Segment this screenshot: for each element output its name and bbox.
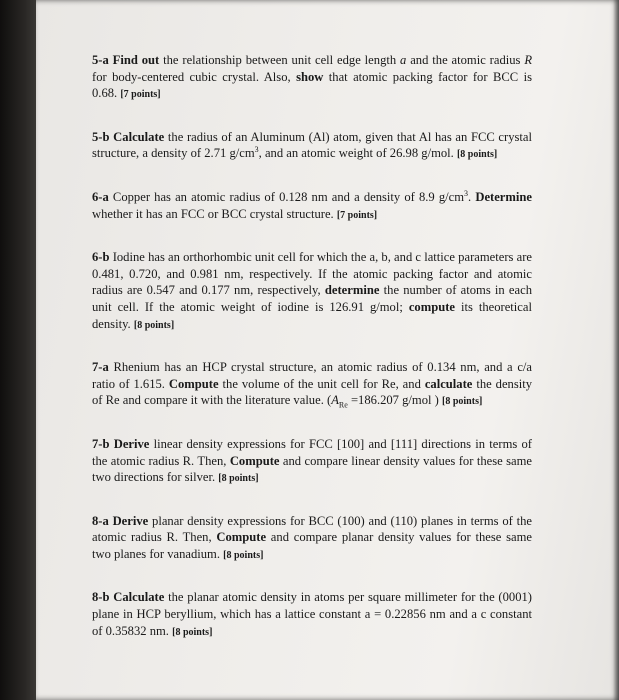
points-label: [8 points]	[133, 319, 175, 331]
keyword: Compute	[229, 453, 280, 468]
problem-6a	[92, 189, 532, 224]
problem-text: Rhenium has an HCP crystal structure, an atomic radius of 0.134 nm, and a c/a ratio of 1.615.	[92, 360, 532, 391]
problem-text: =186.207 g/mol )	[347, 393, 443, 408]
page-shadow-right	[613, 0, 619, 700]
keyword: Derive	[112, 513, 149, 528]
variable: A	[331, 393, 339, 408]
problem-8a	[92, 513, 532, 565]
problem-text: and compare planar density values for these same two planes for vanadium.	[92, 530, 532, 561]
problem-number: 7-a	[92, 360, 109, 375]
problem-number: 5-b	[92, 129, 110, 144]
problem-7a	[92, 359, 532, 411]
keyword: Derive	[113, 436, 150, 451]
points-label: [8 points]	[172, 626, 213, 638]
problem-text: .	[468, 189, 476, 204]
problem-text: the relationship between unit cell edge length	[159, 53, 401, 67]
keyword: Compute	[216, 530, 267, 545]
problem-text: , and an atomic weight of 26.98 g/mol.	[258, 146, 457, 161]
points-label: [8 points]	[218, 473, 259, 485]
problem-text: and compare linear density values for these same two directions for silver.	[92, 453, 532, 485]
problem-text: the planar atomic density in atoms per square millimeter for the (0001) plane in HCP beryllium, which has a lattice constant a = 0.22856 nm and a c constant of 0.35832 nm.	[92, 590, 533, 638]
keyword: calculate	[424, 376, 473, 391]
problem-text: its theoretical density.	[92, 299, 532, 331]
problem-text: the radius of an Aluminum (Al) atom, given that Al has an FCC crystal structure, a density of 2.71 g/cm	[92, 129, 532, 161]
keyword: Calculate	[113, 129, 165, 144]
problem-list	[92, 52, 532, 663]
problem-text: for body-centered cubic crystal. Also,	[92, 69, 297, 84]
problem-text: Copper has an atomic radius of 0.128 nm and a density of 8.9 g/cm	[108, 189, 465, 204]
keyword: compute	[408, 299, 455, 314]
problem-7b	[92, 436, 532, 488]
keyword: Find out	[112, 53, 160, 67]
variable: R	[524, 53, 533, 67]
problem-text: planar density expressions for BCC (100) and (110) planes in terms of the atomic radius R. Then,	[92, 513, 532, 545]
problem-5b	[92, 129, 532, 164]
problem-text: the density of Re and compare it with the literature value. (	[92, 376, 533, 408]
points-label: [7 points]	[120, 89, 161, 101]
points-label: [8 points]	[456, 149, 498, 161]
problem-number: 5-a	[92, 53, 109, 67]
problem-text: the number of atoms in each unit cell. If the atomic weight of iodine is 126.91 g/mol;	[92, 283, 532, 314]
superscript: 3	[254, 145, 259, 155]
problem-number: 6-a	[92, 189, 109, 204]
problem-number: 6-b	[92, 250, 110, 265]
problem-6b	[92, 249, 532, 334]
problem-number: 8-b	[92, 590, 110, 605]
problem-8b	[92, 589, 532, 641]
keyword: Compute	[168, 376, 219, 391]
subscript: Re	[338, 400, 348, 410]
problem-number: 8-a	[92, 513, 109, 528]
keyword: Calculate	[113, 590, 165, 605]
points-label: [8 points]	[223, 549, 264, 561]
variable: a	[400, 53, 407, 67]
keyword: show	[296, 69, 324, 84]
problem-number: 7-b	[92, 436, 110, 451]
keyword: Determine	[475, 189, 532, 204]
problem-5a	[92, 52, 532, 104]
keyword: determine	[324, 283, 380, 298]
problem-text: that atomic packing factor for BCC is 0.68.	[92, 69, 532, 101]
problem-text: whether it has an FCC or BCC crystal structure.	[92, 206, 337, 221]
superscript: 3	[464, 188, 469, 198]
problem-text: the volume of the unit cell for Re, and	[218, 376, 425, 391]
points-label: [8 points]	[442, 396, 483, 408]
problem-text: and the atomic radius	[406, 53, 525, 67]
page-shadow-left	[0, 0, 36, 700]
problem-text: Iodine has an orthorhombic unit cell for which the a, b, and c lattice parameters are 0.481, 0.720, and 0.981 nm, respectively. If the atomic packing factor and atomic radius are 0.547 and 0.177 nm, respectively,	[92, 250, 532, 298]
points-label: [7 points]	[336, 209, 378, 221]
problem-text: linear density expressions for FCC [100] and [111] directions in terms of the atomic radius R. Then,	[92, 436, 532, 468]
